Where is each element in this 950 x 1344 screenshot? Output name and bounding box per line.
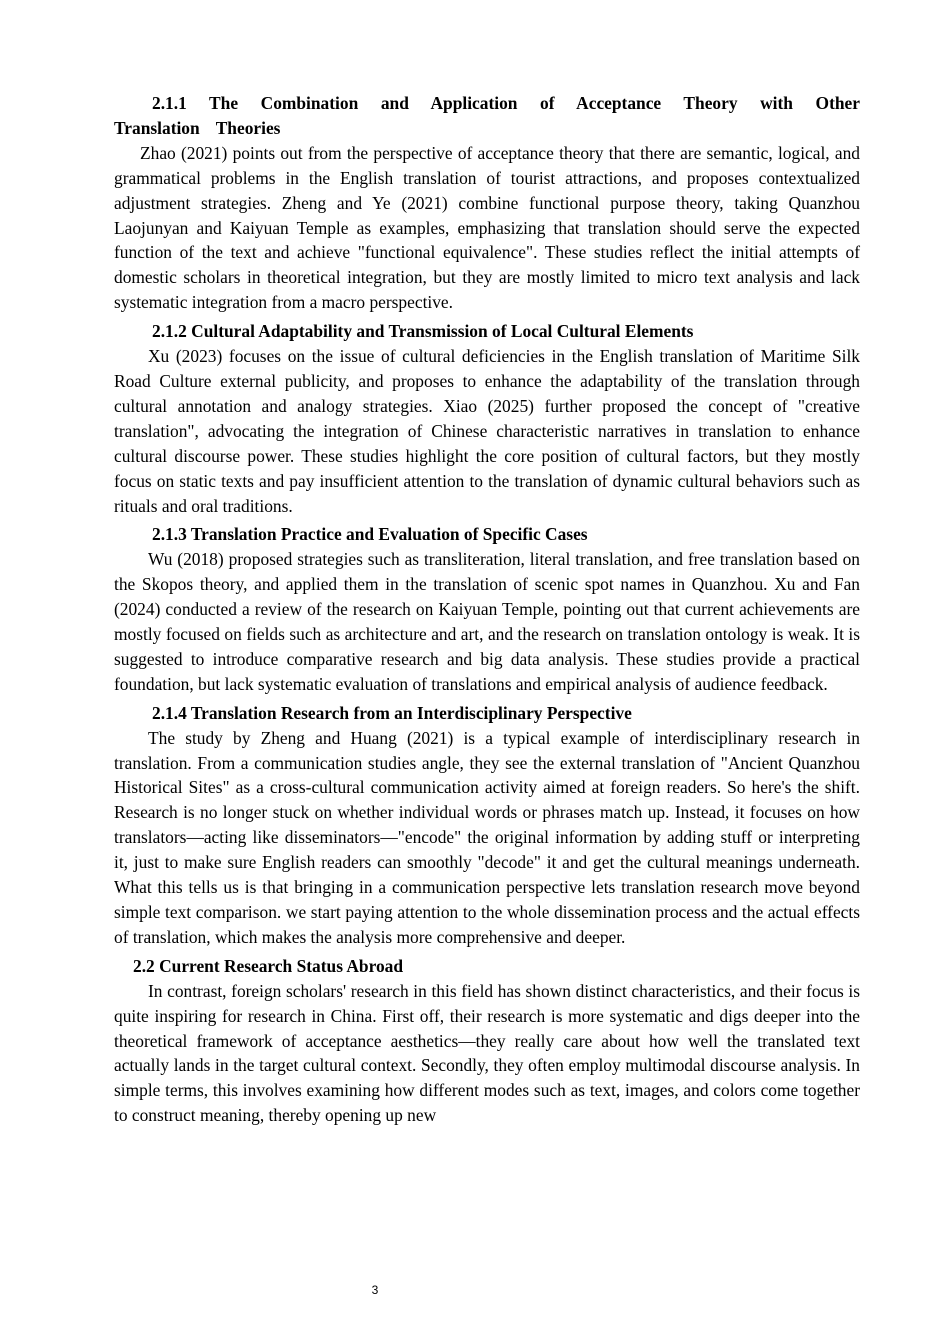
section-heading-2-1-4: 2.1.4 Translation Research from an Interdisciplinary Perspective	[152, 702, 632, 723]
section-heading-2-1-2: 2.1.2 Cultural Adaptability and Transmission of Local Cultural Elements	[152, 321, 694, 342]
section-heading-2-1-1: 2.1.1 The Combination and Application of Acceptance Theory with Other Translation Theories	[114, 93, 860, 138]
section-paragraph-2-1-4: The study by Zheng and Huang (2021) is a typical example of interdisciplinary research in translation. From a communication studies angle, they see the external translation of "Ancient Quanzhou Historical Sites" as a cross-cultural communication activity aimed at foreign readers. So here's the shift. Research is no longer stuck on whether individual words or phrases match up. Instead, it focuses on how translators—acting like disseminators—"encode" the original information by adding stuff or interpreting it, just to make sure English readers can smoothly "decode" it and get the cultural meanings underneath. What this tells us is that bringing in a communication perspective lets translation research move beyond simple text comparison. we start paying attention to the whole dissemination process and the actual effects of translation, which makes the analysis more comprehensive and deeper.	[114, 727, 860, 947]
section-paragraph-2-1-3: Wu (2018) proposed strategies such as transliteration, literal translation, and free translation based on the Skopos theory, and applied them in the translation of scenic spot names in Quanzhou. Xu and Fan (2024) conducted a review of the research on Kaiyuan Temple, pointing out that current achievements are mostly focused on fields such as architecture and art, and the research on translation ontology is weak. It is suggested to introduce comparative research and big data analysis. These studies provide a practical foundation, but lack systematic evaluation of translations and empirical analysis of audience feedback.	[114, 549, 860, 694]
page-number: 3	[371, 1283, 379, 1297]
section-paragraph-2-1-2: Xu (2023) focuses on the issue of cultural deficiencies in the English translation of Maritime Silk Road Culture external publicity, and proposes to enhance the adaptability of the translation through cultural annotation and analogy strategies. Xiao (2025) further proposed the concept of "creative translation", advocating the integration of Chinese characteristic narratives in translation to enhance cultural discourse power. These studies highlight the core position of cultural factors, but they mostly focus on static texts and pay insufficient attention to the translation of dynamic cultural behaviors such as rituals and oral traditions.	[114, 346, 860, 516]
section-heading-2-1-3: 2.1.3 Translation Practice and Evaluation of Specific Cases	[152, 524, 588, 545]
document-body	[114, 91, 860, 1132]
section-heading-2-2: 2.2 Current Research Status Abroad	[133, 955, 404, 976]
section-paragraph-2-1-1: Zhao (2021) points out from the perspective of acceptance theory that there are semantic, logical, and grammatical problems in the English translation of tourist attractions, and proposes contextualized adjustment strategies. Zheng and Ye (2021) combine functional purpose theory, taking Quanzhou Laojunyan and Kaiyuan Temple as examples, emphasizing that translation should serve the expected function of the text and achieve "functional equivalence". These studies reflect the initial attempts of domestic scholars in theoretical integration, but they are mostly limited to micro text analysis and lack systematic integration from a macro perspective.	[114, 142, 860, 313]
section-paragraph-2-2: In contrast, foreign scholars' research in this field has shown distinct characteristics, and their focus is quite inspiring for research in China. First off, their research is more systematic and digs deeper into the theoretical framework of acceptance aesthetics—they really care about how well the translated text actually lands in the target cultural context. Secondly, they often employ multimodal discourse analysis. In simple terms, this involves examining how different modes such as text, images, and colors come together to construct meaning, thereby opening up new	[114, 980, 860, 1126]
